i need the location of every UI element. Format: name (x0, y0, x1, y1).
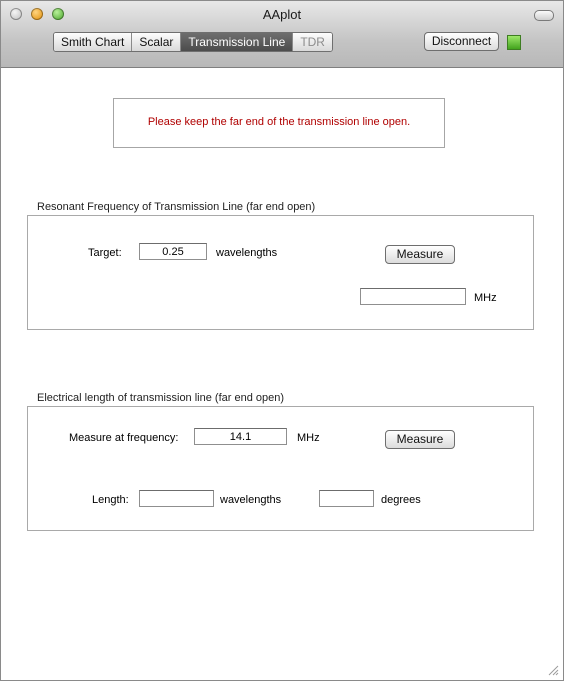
target-unit-label: wavelengths (216, 247, 278, 259)
resonant-group-title: Resonant Frequency of Transmission Line (far end open) (37, 201, 316, 213)
length-wavelengths-unit-label: wavelengths (220, 494, 282, 506)
electrical-measure-button[interactable]: Measure (385, 430, 455, 449)
resonant-result-unit-label: MHz (474, 292, 497, 304)
resize-grip-icon[interactable] (548, 665, 559, 676)
length-label: Length: (92, 494, 129, 506)
toolbar-toggle-icon[interactable] (534, 10, 554, 21)
resonant-measure-button[interactable]: Measure (385, 245, 455, 264)
electrical-group-title: Electrical length of transmission line (far end open) (37, 392, 285, 404)
target-input[interactable] (139, 243, 207, 260)
target-label: Target: (88, 247, 122, 259)
view-tabs (53, 32, 333, 52)
tab-transmission-line[interactable]: Transmission Line (181, 33, 293, 51)
frequency-input[interactable] (194, 428, 287, 445)
length-wavelengths-field[interactable] (139, 490, 214, 507)
notice-box (113, 98, 445, 148)
frequency-unit-label: MHz (297, 432, 320, 444)
title-bar (1, 1, 563, 68)
length-degrees-field[interactable] (319, 490, 374, 507)
disconnect-button[interactable]: Disconnect (424, 32, 499, 51)
tab-smith-chart[interactable]: Smith Chart (54, 33, 132, 51)
electrical-group (27, 406, 534, 531)
length-degrees-unit-label: degrees (381, 494, 421, 506)
tab-tdr: TDR (293, 33, 332, 51)
notice-text: Please keep the far end of the transmission line open. (147, 116, 411, 128)
window-title: AAplot (262, 7, 302, 22)
frequency-label: Measure at frequency: (69, 432, 179, 444)
resonant-result-field[interactable] (360, 288, 466, 305)
connection-status-indicator (507, 35, 521, 50)
resonant-group (27, 215, 534, 330)
tab-scalar[interactable]: Scalar (132, 33, 181, 51)
